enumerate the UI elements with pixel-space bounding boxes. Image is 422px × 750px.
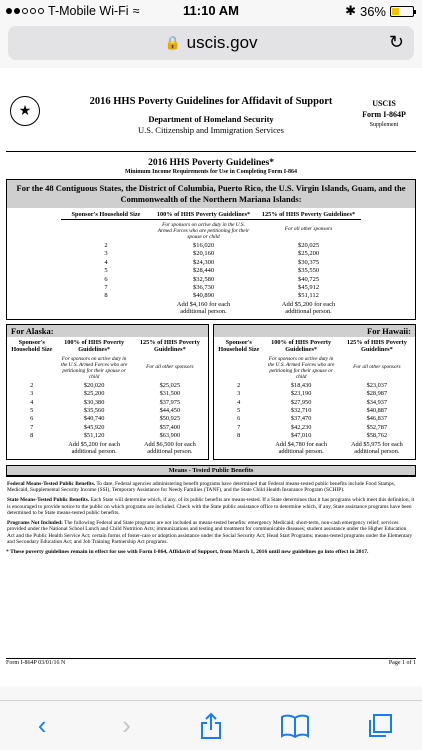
tabs-button[interactable]	[360, 706, 400, 746]
not-included-text: The following Federal and State programs are not included as means-tested benefits: emergency Medicaid; short-term, non-cash emergency relief; services provided under the National School Lunch and Child Nutrition Acts; immunizations and testing and treatment for communicable diseases; student assistance under the Higher Education Act and the Public Health Service Act; certain forms of foster-care or adoption assistance under the Social Security Act; Head Start Programs; means-tested programs under the Elementary and Secondary Education Act; and Job Training Partnership Act programs.	[7, 520, 413, 546]
values-125: $20,025 $25,200 $30,375 $35,550 $40,725 $45,912 $51,112	[297, 242, 320, 300]
note-active-duty: For sponsors on active duty in the U.S. Armed Forces who are petitioning for their spouse or child	[157, 222, 250, 240]
values-100: $18,430 $23,190 $27,950 $32,710 $37,470 $42,230 $47,010	[290, 381, 312, 440]
status-right	[345, 3, 414, 19]
state-benefits-paragraph	[6, 497, 416, 516]
col-125: 125% of HHS Poverty Guidelines*	[139, 338, 200, 354]
back-button[interactable]	[22, 706, 62, 746]
add-100: Add $4,780 for each additional person.	[275, 440, 327, 455]
federal-benefits-paragraph	[6, 481, 416, 494]
footer-page-number: Page 1 of 1	[388, 660, 416, 666]
col-100: 100% of HHS Poverty Guidelines*	[64, 338, 125, 354]
footnote: * These poverty guidelines remain in effect for use with Form I-864, Affidavit of Support, from March 1, 2016 until new guidelines go into effect in 2017.	[6, 549, 369, 556]
form-supplement: Supplement	[369, 122, 399, 128]
add-125: Add $5,200 for each additional person.	[281, 300, 336, 315]
contiguous-heading: For the 48 Contiguous States, the District of Columbia, Puerto Rico, the U.S. Virgin Islands, Guam, and the Commonwealth of the Northern Mariana Islands:	[7, 180, 415, 208]
note-active-duty: For sponsors on active duty in the U.S. Armed Forces who are petitioning for their spouse or child	[267, 355, 335, 380]
col-household-size: Sponsor's Household Size	[218, 338, 260, 354]
federal-label: Federal Means-Tested Public Benefits.	[7, 480, 96, 487]
values-125: $25,025 $31,500 $37,975 $44,450 $50,925 $57,400 $63,900	[159, 381, 181, 440]
share-icon	[200, 712, 222, 740]
lock-icon: 🔒	[164, 35, 181, 50]
alaska-table	[6, 324, 209, 460]
col-125: 125% of HHS Poverty Guidelines*	[346, 338, 407, 354]
department: Department of Homeland Security	[148, 114, 274, 124]
bluetooth-icon: ✱	[345, 3, 356, 18]
values-100: $20,020 $25,200 $30,380 $35,560 $40,740 $45,920 $51,120	[83, 381, 105, 440]
carrier-label: T-Mobile Wi-Fi	[48, 4, 129, 18]
table-header	[7, 337, 208, 354]
table-row	[61, 242, 361, 301]
dhs-seal-icon: ★	[10, 96, 40, 126]
wifi-icon: ≈	[132, 4, 140, 18]
values-125: $23,037 $28,987 $34,937 $40,887 $46,837 $52,787 $58,762	[366, 381, 388, 440]
url-text: uscis.gov	[186, 33, 258, 52]
not-included-label: Programs Not Included:	[7, 520, 63, 527]
alaska-heading: For Alaska:	[7, 325, 208, 337]
note-other: For all other sponsors	[284, 226, 333, 232]
reload-icon[interactable]: ↻	[388, 32, 404, 52]
address-bar[interactable]	[8, 26, 414, 60]
note-other: For all other sponsors	[146, 363, 194, 370]
status-bar	[0, 0, 422, 22]
table-row	[214, 354, 415, 382]
url-display[interactable]	[164, 33, 257, 53]
battery-percent: 36%	[359, 3, 386, 19]
tabs-icon	[367, 713, 393, 739]
battery-icon	[390, 6, 414, 17]
hawaii-table	[213, 324, 416, 460]
col-household-size: Sponsor's Household Size	[11, 338, 53, 354]
table-header	[61, 211, 361, 220]
chevron-right-icon: ›	[122, 710, 131, 740]
add-125: Add $6,500 for each additional person.	[143, 440, 196, 455]
col-100: 100% of HHS Poverty Guidelines*	[156, 211, 251, 218]
contiguous-grid	[61, 211, 361, 319]
table-row	[7, 382, 208, 441]
doc-header	[6, 92, 416, 152]
battery-fill	[392, 8, 399, 15]
table-row	[7, 354, 208, 382]
book-icon	[280, 714, 310, 738]
note-active-duty: For sponsors on active duty in the U.S. Armed Forces who are petitioning for their spouse or child	[60, 355, 128, 380]
add-100: Add $4,160 for each additional person.	[176, 300, 231, 315]
safari-toolbar	[0, 700, 422, 750]
forward-button[interactable]	[107, 706, 147, 746]
doc-title: 2016 HHS Poverty Guidelines for Affidavit of Support	[89, 96, 333, 107]
clock: 11:10 AM	[183, 3, 239, 18]
share-button[interactable]	[191, 706, 231, 746]
means-heading: Means - Tested Public Benefits	[7, 466, 415, 476]
note-other: For all other sponsors	[353, 363, 401, 370]
values-100: $16,020 $20,160 $24,300 $28,440 $32,580 $36,730 $40,890	[192, 242, 215, 300]
pdf-page	[0, 68, 422, 686]
sizes: 2 3 4 5 6 7 8	[237, 381, 241, 440]
form-agency: USCIS	[372, 99, 396, 108]
guidelines-title: 2016 HHS Poverty Guidelines*	[148, 158, 274, 168]
col-household-size: Sponsor's Household Size	[71, 211, 141, 218]
agency: U.S. Citizenship and Immigration Services	[138, 125, 284, 135]
state-tables	[6, 324, 416, 460]
doc-footer	[6, 658, 416, 666]
table-row	[214, 441, 415, 459]
sizes: 2 3 4 5 6 7 8	[104, 242, 108, 300]
contiguous-states-table	[6, 179, 416, 320]
federal-text: To date, Federal agencies administering benefit programs have determined that Federal means-tested public benefits include Food Stamps, Medicaid, Supplemental Security Income (SSI), Temporary Assistance for Needy Families (TANF), and the State Child Health Insurance Program (SCHIP).	[7, 480, 396, 493]
table-row	[61, 301, 361, 319]
state-label: State Means-Tested Public Benefits.	[7, 497, 90, 504]
means-tested-box	[6, 465, 416, 477]
form-name: Form I-864P	[362, 110, 406, 119]
table-row	[7, 441, 208, 459]
footer-form-id: Form I-864P 03/01/16 N	[6, 660, 66, 666]
table-header	[214, 337, 415, 354]
col-100: 100% of HHS Poverty Guidelines*	[271, 338, 332, 354]
add-125: Add $5,975 for each additional person.	[350, 440, 403, 455]
col-125: 125% of HHS Poverty Guidelines*	[261, 211, 356, 218]
bookmarks-button[interactable]	[275, 706, 315, 746]
hawaii-heading: For Hawaii:	[214, 325, 415, 337]
chevron-left-icon: ‹	[37, 710, 47, 740]
state-text: Each State will determine which, if any, of its public benefits are means-tested. If a State determines that it has programs which meet this definition, it is encouraged to provide notice to the public on which programs are included. Check with the State public assistance office to determine which, if any, State assistance programs have been determined to be State means-tested public benefits.	[7, 497, 415, 516]
sizes: 2 3 4 5 6 7 8	[30, 381, 34, 440]
table-row	[214, 382, 415, 441]
guidelines-subtitle: Minimum Income Requirements for Use in Completing Form I-864	[124, 169, 298, 175]
not-included-paragraph	[6, 520, 416, 545]
form-id	[354, 98, 414, 131]
add-100: Add $5,200 for each additional person.	[68, 440, 120, 455]
table-row	[61, 220, 361, 242]
